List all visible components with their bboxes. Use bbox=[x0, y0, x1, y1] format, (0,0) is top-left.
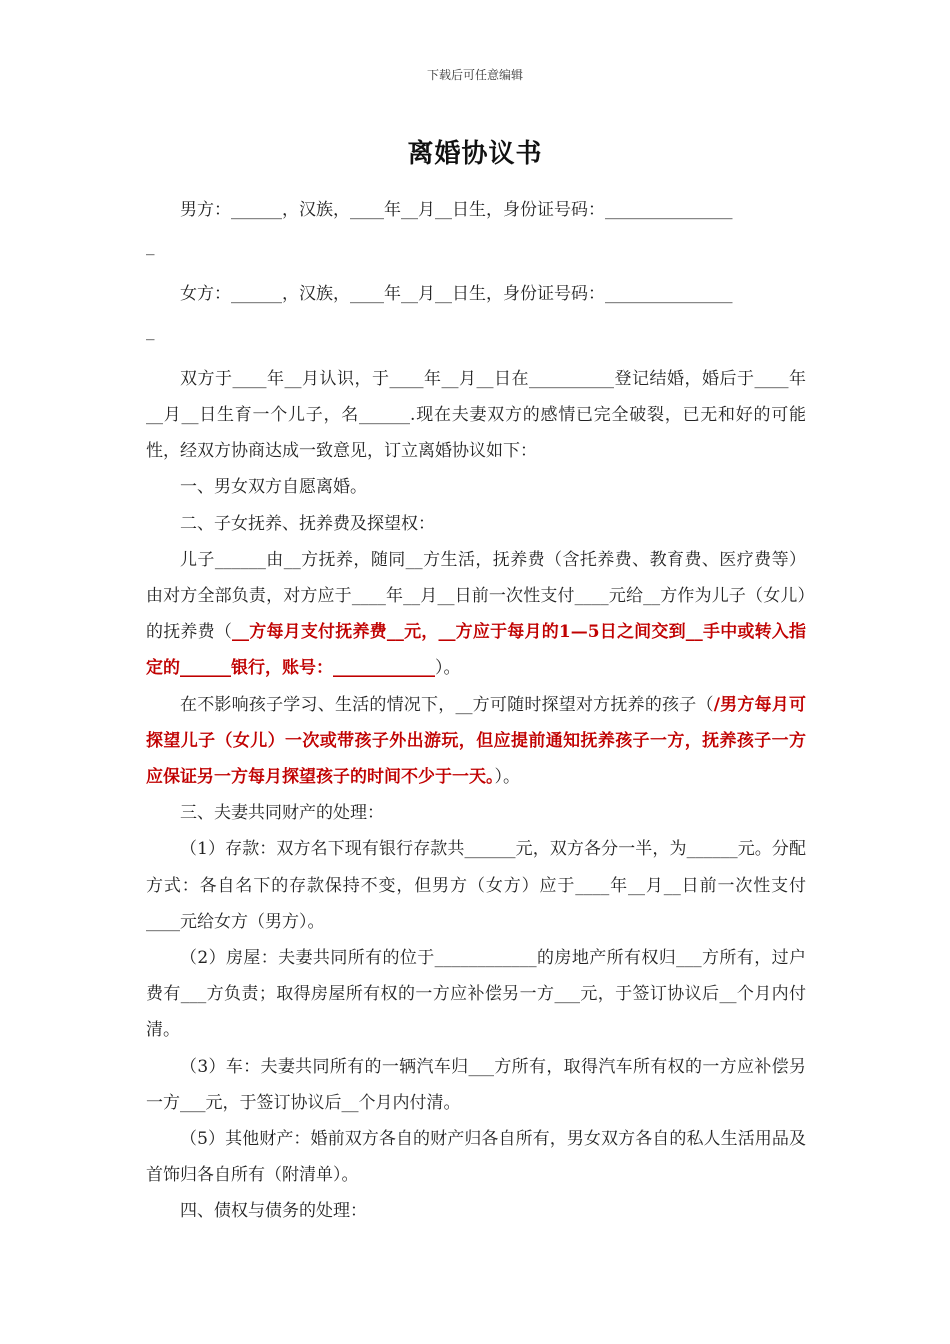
clause-2-heading: 二、子女抚养、抚养费及探望权： bbox=[180, 513, 435, 534]
paragraph-marriage-background: 双方于____年__月认识，于____年__月__日在__________登记结婚，婚后于____年__月__日生育一个儿子，名______.现在夫妻双方的感情已完全破裂，已无和好的可能性，经双方协商达成一致意见，订立离婚协议如下： bbox=[146, 368, 806, 462]
document-title: 离婚协议书 bbox=[407, 139, 543, 169]
paragraph-visitation bbox=[146, 687, 806, 796]
document-body bbox=[146, 192, 806, 1230]
child-support-text: 儿子______由__方抚养，随同__方生活，抚养费（含托养费、教育费、医疗费等）由对方全部负责，对方应于____年__月__日前一次性支付____元给__方作为儿子（女儿）的抚养费（ bbox=[146, 549, 806, 643]
paragraph-male-info-continued: _ bbox=[146, 236, 155, 257]
child-support-end: ）。 bbox=[435, 658, 461, 679]
paragraph-other-property: （5）其他财产：婚前双方各自的财产归各自所有，男女双方各自的私人生活用品及首饰归各自所有（附清单）。 bbox=[146, 1129, 806, 1186]
clause-3-heading: 三、夫妻共同财产的处理： bbox=[180, 803, 384, 824]
paragraph-female-info: 女方：______，汉族，____年__月__日生，身份证号码：_______________ bbox=[180, 284, 733, 305]
visitation-highlight: /男方每月可探望儿子（女儿）一次或带孩子外出游玩，但应提前通知抚养孩子一方，抚养孩子一方应保证另一方每月探望孩子的时间不少于一天。 bbox=[146, 694, 806, 788]
paragraph-female-info-continued: _ bbox=[146, 320, 155, 341]
visitation-end: ）。 bbox=[494, 767, 520, 788]
paragraph-child-support bbox=[146, 542, 806, 687]
header-note: 下载后可任意编辑 bbox=[426, 68, 523, 82]
visitation-text: 在不影响孩子学习、生活的情况下，__方可随时探望对方抚养的孩子（ bbox=[180, 694, 714, 715]
paragraph-car: （3）车：夫妻共同所有的一辆汽车归___方所有，取得汽车所有权的一方应补偿另一方___元，于签订协议后__个月内付清。 bbox=[146, 1056, 806, 1113]
child-support-highlight: __方每月支付抚养费__元，__方应于每月的1—5日之间交到__手中或转入指定的______银行，账号：____________ bbox=[146, 622, 807, 679]
clause-1-divorce: 一、男女双方自愿离婚。 bbox=[180, 477, 367, 498]
clause-4-heading: 四、债权与债务的处理： bbox=[180, 1201, 367, 1222]
paragraph-male-info: 男方：______，汉族，____年__月__日生，身份证号码：_______________ bbox=[180, 200, 733, 220]
paragraph-house: （2）房屋：夫妻共同所有的位于____________的房地产所有权归___方所有，过户费有___方负责；取得房屋所有权的一方应补偿另一方___元，于签订协议后__个月内付清。 bbox=[146, 948, 806, 1041]
paragraph-savings: （1）存款：双方名下现有银行存款共______元，双方各分一半，为______元。分配方式：各自名下的存款保持不变，但男方（女方）应于____年__月__日前一次性支付____元给女方（男方）。 bbox=[146, 839, 806, 932]
